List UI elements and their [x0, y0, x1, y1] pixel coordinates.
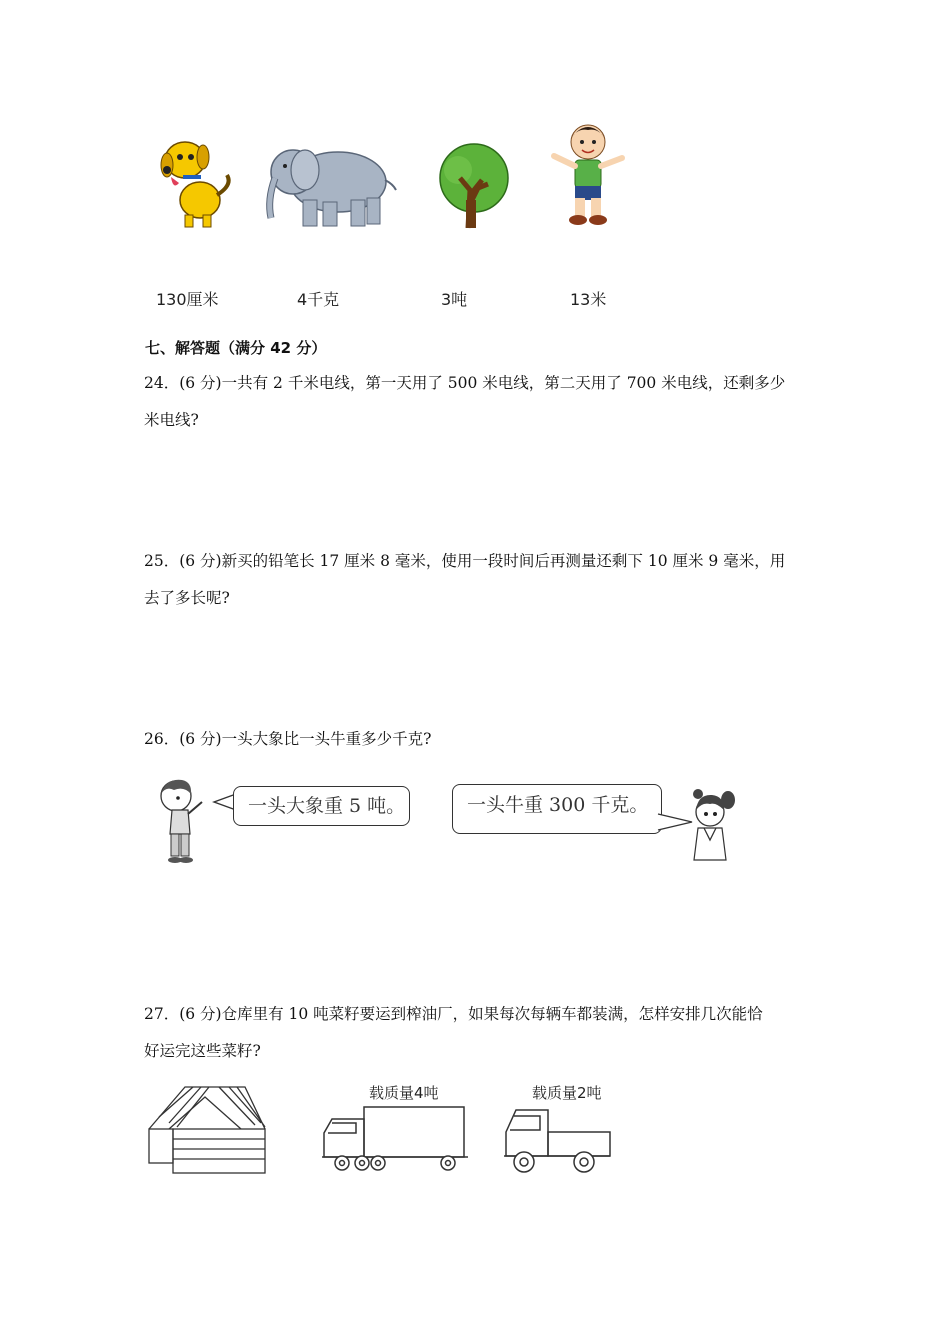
girl-speech-bubble	[452, 784, 662, 834]
large-truck-icon	[320, 1103, 472, 1173]
tree-picture	[432, 140, 517, 230]
warehouse-icon	[145, 1083, 270, 1175]
boy-speech-bubble	[233, 786, 410, 826]
question-25	[144, 543, 809, 617]
question-27	[144, 996, 809, 1070]
question-25-line2: 去了多长呢?	[144, 589, 230, 607]
question-27-line1: 27．(6 分)仓库里有 10 吨菜籽要运到榨油厂，如果每次每辆车都装满，怎样安排几次能恰	[144, 1005, 763, 1023]
measure-label-4: 13米	[570, 290, 607, 309]
boy-picture	[548, 120, 628, 230]
warehouse-picture	[145, 1083, 270, 1175]
small-truck-picture	[502, 1106, 614, 1176]
elephant-icon	[263, 140, 403, 230]
small-truck-icon	[502, 1106, 614, 1176]
small-truck-label: 载质量2吨	[532, 1084, 602, 1102]
section-title: 七、解答题（满分 42 分）	[145, 339, 327, 357]
question-24-line1: 24．(6 分)一共有 2 千米电线，第一天用了 500 米电线，第二天用了 700 米电线，还剩多少	[144, 374, 786, 392]
measure-label-2: 4千克	[297, 290, 340, 309]
boy-speech-text: 一头大象重 5 吨。	[248, 795, 406, 817]
tree-icon	[432, 140, 517, 230]
question-26-line1: 26．(6 分)一头大象比一头牛重多少千克?	[144, 730, 432, 748]
large-truck-label: 载质量4吨	[369, 1084, 439, 1102]
girl-speech-text: 一头牛重 300 千克。	[467, 794, 649, 816]
cartoon-boy	[152, 776, 212, 864]
measure-label-1: 130厘米	[156, 290, 219, 309]
cartoon-boy-icon	[152, 776, 212, 864]
large-truck-picture	[320, 1103, 472, 1173]
elephant-picture	[263, 140, 403, 230]
question-27-line2: 好运完这些菜籽?	[144, 1042, 261, 1060]
question-25-line1: 25．(6 分)新买的铅笔长 17 厘米 8 毫米，使用一段时间后再测量还剩下 10 厘米 9 毫米，用	[144, 552, 786, 570]
cartoon-girl-icon	[686, 782, 738, 862]
question-26	[144, 721, 809, 758]
measure-label-3: 3吨	[441, 290, 468, 309]
cartoon-girl	[686, 782, 738, 862]
question-24-line2: 米电线?	[144, 411, 199, 429]
question-24	[144, 365, 809, 439]
dog-icon	[155, 135, 235, 230]
boy-icon	[548, 120, 628, 230]
dog-picture	[155, 135, 235, 230]
